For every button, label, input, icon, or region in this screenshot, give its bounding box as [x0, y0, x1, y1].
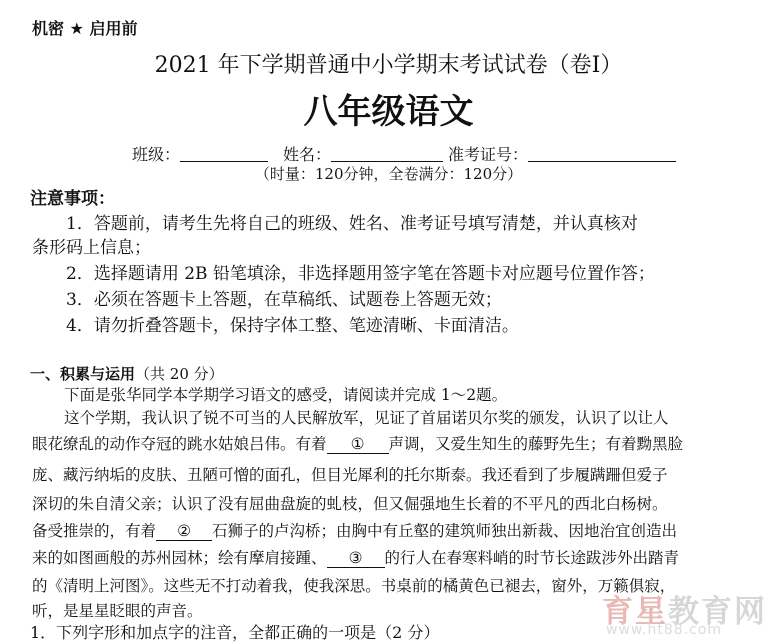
- notice-item-1-cont: 条形码上信息；: [32, 238, 151, 258]
- exam-number-field: [448, 142, 676, 165]
- passage-line-5: [32, 519, 677, 541]
- passage-line-6: [32, 546, 679, 568]
- notice-item-3: 3．必须在答题卡上答题，在草稿纸、试题卷上答题无效；: [66, 290, 502, 310]
- watermark-url: www.ht88.com: [606, 622, 723, 638]
- passage-line-7: 的《清明上河图》。这些无不打动着我，使我深思。书桌前的橘黄色已褪去，窗外，万籁俱寂，: [32, 577, 676, 595]
- secret-label: 机密 ★ 启用前: [32, 19, 138, 38]
- class-label: 班级：: [132, 145, 181, 164]
- watermark-part-1: 育星: [602, 594, 668, 630]
- section-1-title: 一、积累与运用: [30, 365, 136, 383]
- notice-heading: 注意事项：: [30, 189, 115, 209]
- exam-title: 2021 年下学期普通中小学期末考试试卷（卷Ⅰ）: [154, 53, 623, 78]
- name-field: [283, 142, 443, 165]
- section-1-intro: 下面是张华同学本学期学习语文的感受，请阅读并完成 1～2题。: [64, 386, 508, 404]
- notice-item-2: 2．选择题请用 2B 铅笔填涂，非选择题用签字笔在答题卡对应题号位置作答；: [66, 264, 655, 284]
- watermark-part-2: 教育网: [668, 594, 767, 630]
- passage-line-4: 深切的朱自清父亲；认识了没有屈曲盘旋的虬枝，但又倔强地生长着的不平凡的西北白杨树。: [32, 495, 668, 513]
- blank-2: ②: [156, 522, 212, 541]
- name-blank-line: [331, 161, 443, 162]
- time-info: （时量：120分钟，全卷满分：120分）: [254, 165, 523, 183]
- class-field: [132, 142, 268, 165]
- section-1-heading: [30, 363, 224, 384]
- notice-item-1: 1．答题前，请考生先将自己的班级、姓名、准考证号填写清楚，并认真核对: [66, 214, 638, 234]
- passage-line-3: 庞、藏污纳垢的皮肤、丑陋可憎的面孔，但目光犀利的托尔斯泰。我还看到了步履蹒跚但爱子: [32, 466, 668, 484]
- notice-item-4: 4．请勿折叠答题卡，保持字体工整、笔迹清晰、卡面清洁。: [66, 316, 519, 336]
- passage-line-1: 这个学期，我认识了锐不可当的人民解放军，见证了首届诺贝尔奖的颁发，认识了以让人: [64, 409, 669, 427]
- passage-text: 眼花缭乱的动作夺冠的跳水姑娘吕伟。有着: [32, 435, 327, 453]
- passage-text: 石狮子的卢沟桥；由胸中有丘壑的建筑师独出新裁、因地治宜创造出: [212, 522, 678, 540]
- passage-text: 声调，又爱生知生的藤野先生；有着黝黑脸: [388, 435, 684, 453]
- passage-text: 备受推崇的，有着: [32, 522, 157, 540]
- passage-line-2: [32, 432, 683, 454]
- passage-text: 的行人在春寒料峭的时节长途跋涉外出踏青: [384, 549, 680, 567]
- passage-line-8: 听，是星星眨眼的声音。: [32, 602, 203, 620]
- exam-number-label: 准考证号：: [448, 145, 529, 164]
- section-1-score: （共 20 分）: [135, 365, 224, 383]
- subject-title: 八年级语文: [303, 92, 474, 132]
- blank-3: ③: [327, 549, 385, 568]
- name-label: 姓名：: [283, 145, 332, 164]
- passage-text: 来的如图画般的苏州园林；绘有摩肩接踵、: [32, 549, 327, 567]
- blank-1: ①: [327, 435, 389, 454]
- class-blank-line: [180, 161, 268, 162]
- exam-number-blank-line: [528, 161, 676, 162]
- question-1: 1．下列字形和加点字的注音，全都正确的一项是（2 分）: [30, 623, 440, 642]
